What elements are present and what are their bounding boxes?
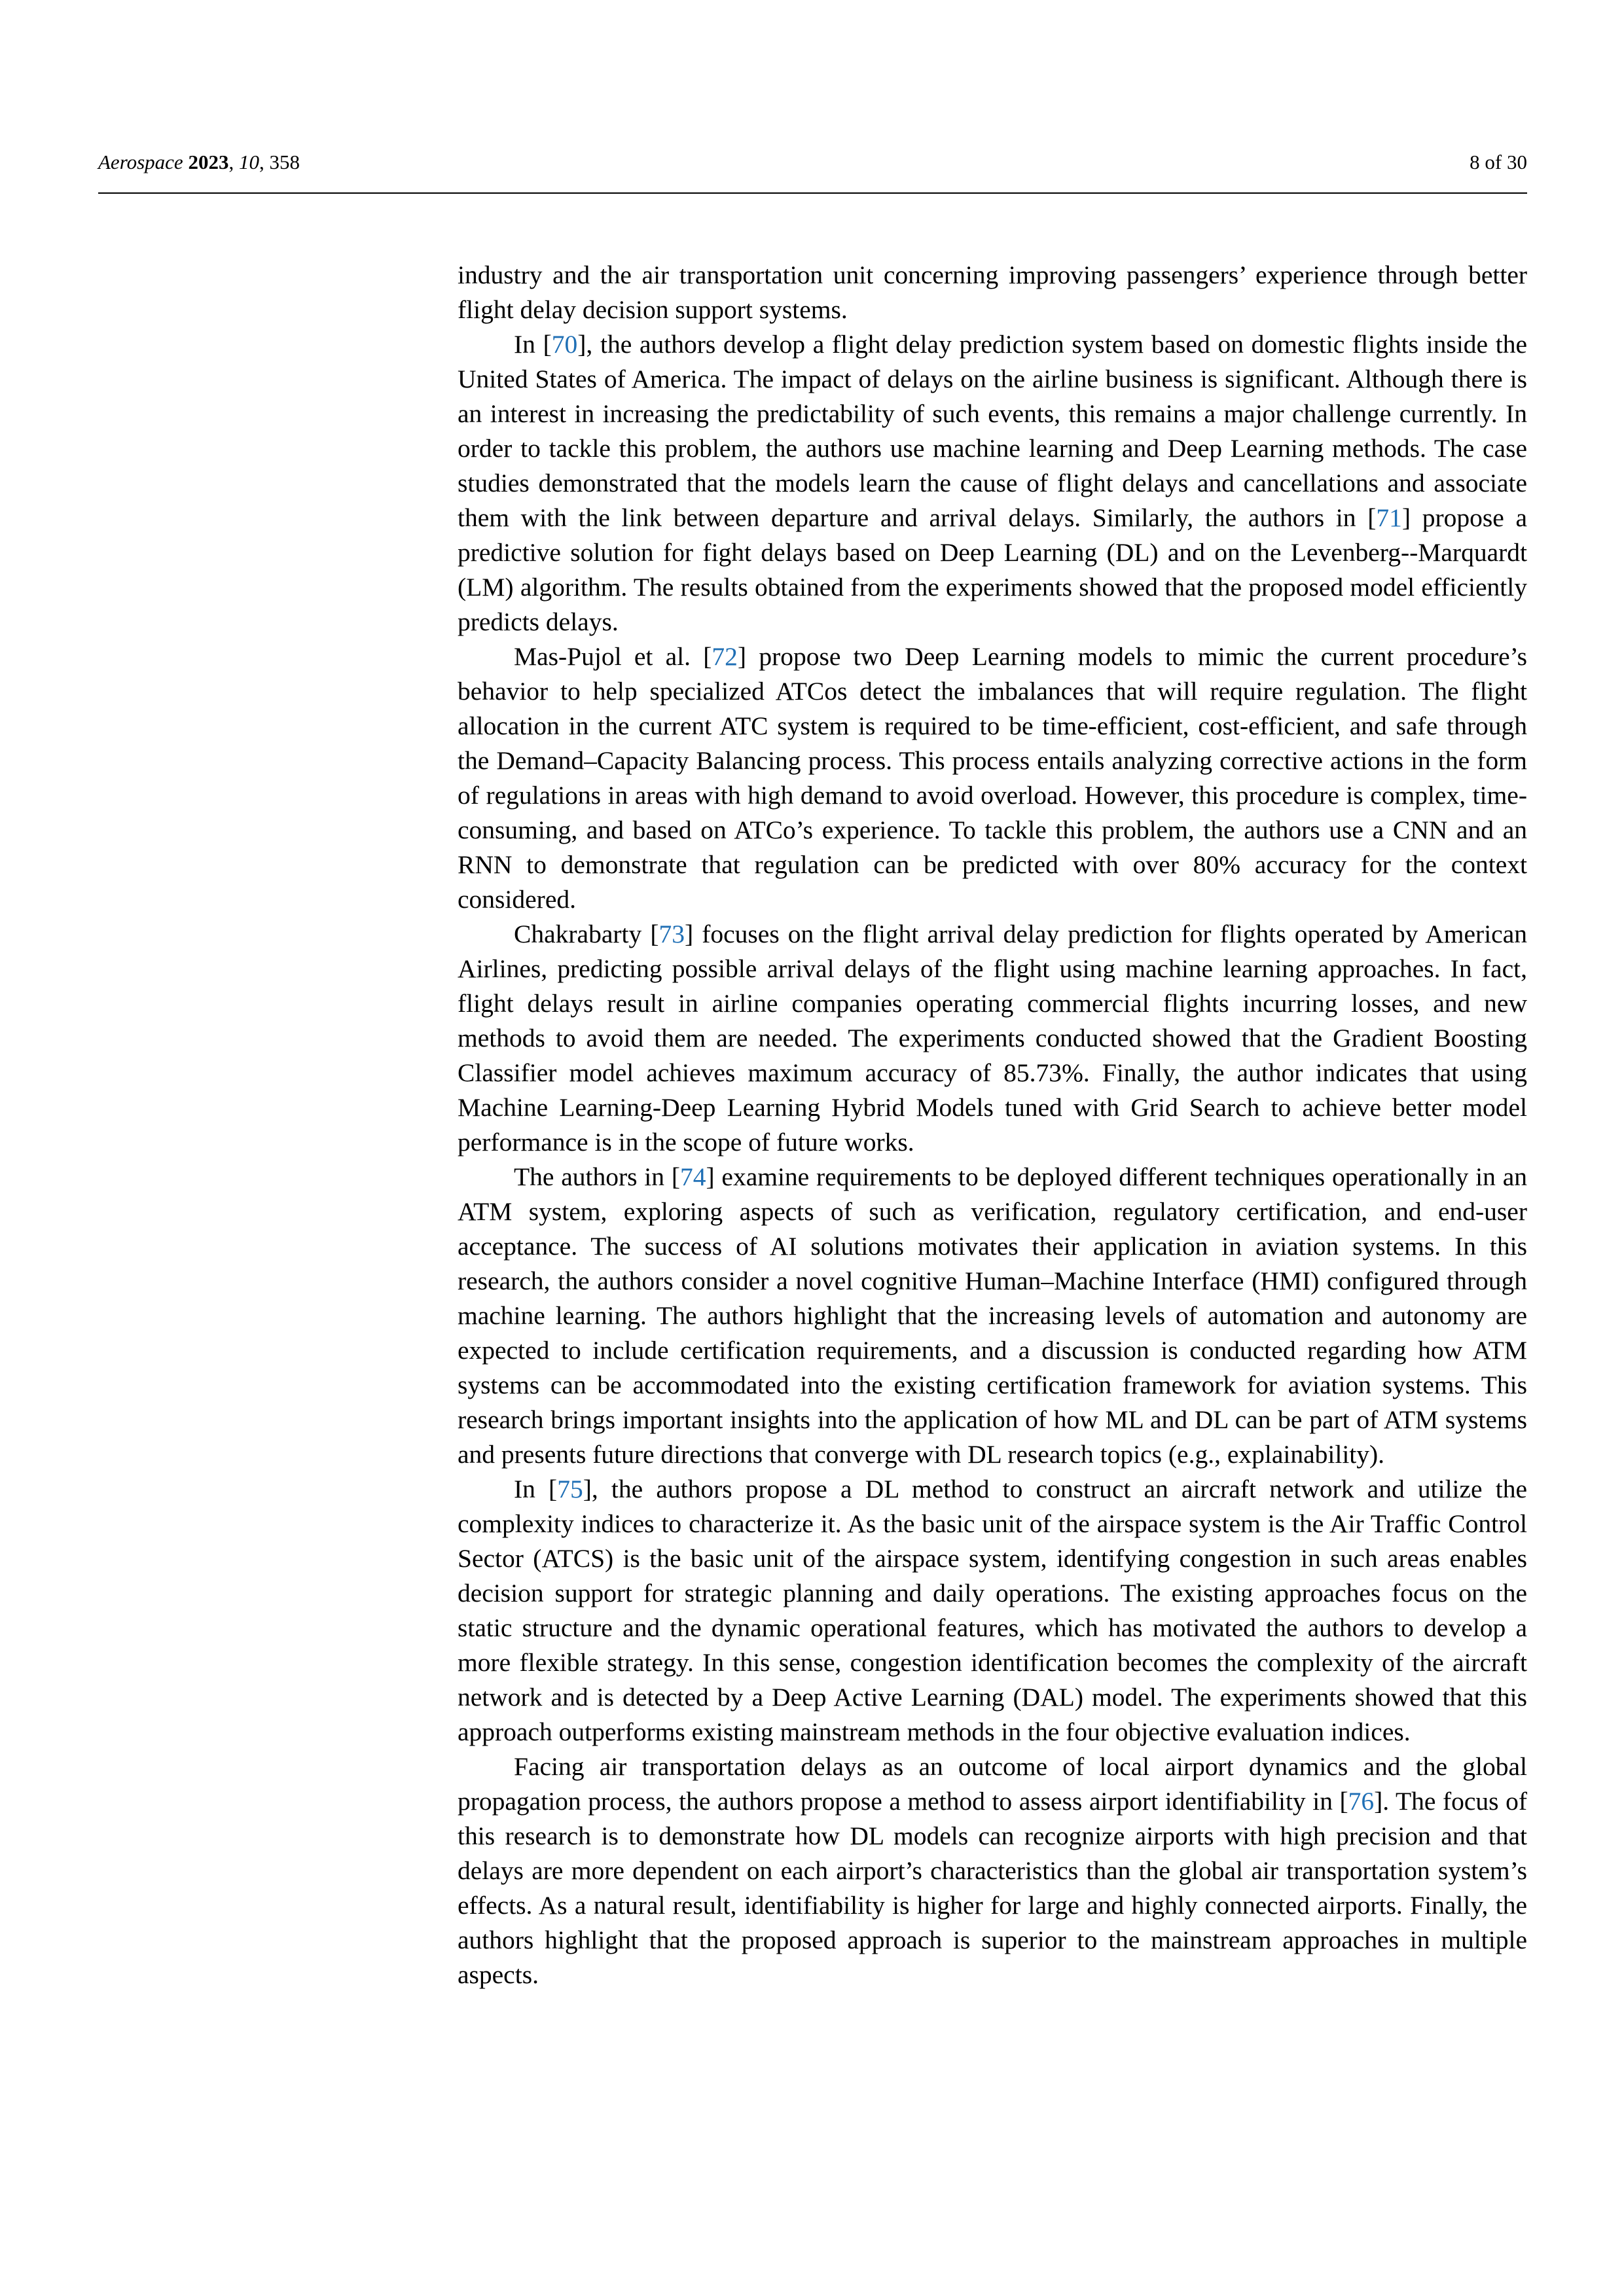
citation-link-75[interactable]: 75 — [557, 1475, 583, 1503]
paragraph-ref-76 — [458, 1749, 1527, 1992]
paragraph-text: ], the authors develop a flight delay prediction system based on domestic flights inside the United States of America. The impact of delays on the airline business is significant. Although there is an interest in increasing the predictability of such events, this remains a major challenge currently. In order to tackle this problem, the authors use machine learning and Deep Learning methods. The case studies demonstrated that the models learn the cause of flight delays and cancellations and associate them with the link between departure and arrival delays. Similarly, the authors in [ — [458, 330, 1527, 532]
paragraph-text: In [ — [514, 330, 552, 359]
paragraph-text: In [ — [514, 1475, 558, 1503]
citation-link-73[interactable]: 73 — [659, 920, 685, 948]
paragraph-text: ] propose two Deep Learning models to mimic the current procedure’s behavior to help specialized ATCos detect the imbalances that will require regulation. The flight allocation in the current ATC system is required to be time-efficient, cost-efficient, and safe through the Demand–Capacity Balancing process. This process entails analyzing corrective actions in the form of regulations in areas with high demand to avoid overload. However, this procedure is complex, time-consuming, and based on ATCo’s experience. To tackle this problem, the authors use a CNN and an RNN to demonstrate that regulation can be predicted with over 80% accuracy for the context considered. — [458, 642, 1527, 914]
citation-link-71[interactable]: 71 — [1376, 503, 1402, 532]
paragraph-text: ]. The focus of this research is to demonstrate how DL models can recognize airports with high precision and that delays are more dependent on each airport’s characteristics than the global air transportation system’s effects. As a natural result, identifiability is higher for large and highly connected airports. Finally, the authors highlight that the proposed approach is superior to the mainstream approaches in multiple aspects. — [458, 1787, 1527, 1989]
main-text-column — [458, 258, 1527, 1992]
journal-year: 2023 — [188, 151, 229, 173]
citation-link-74[interactable]: 74 — [679, 1162, 706, 1191]
journal-name: Aerospace — [98, 151, 183, 173]
paragraph-continuation: industry and the air transportation unit concerning improving passengers’ experience through better flight delay decision support systems. — [458, 260, 1527, 324]
paragraph-ref-70 — [458, 327, 1527, 639]
page-indicator: 8 of 30 — [1470, 151, 1527, 173]
paragraph-ref-74 — [458, 1160, 1527, 1472]
paragraph-text: Facing air transportation delays as an outcome of local airport dynamics and the global propagation process, the authors propose a method to assess airport identifiability in [ — [458, 1752, 1527, 1816]
paragraph-text: The authors in [ — [514, 1162, 680, 1191]
paragraph-text: ] propose a predictive solution for fight delays based on Deep Learning (DL) and on the Levenberg--Marquardt (LM) algorithm. The results obtained from the experiments showed that the proposed model efficiently predicts delays. — [458, 503, 1527, 636]
header-divider — [98, 192, 1527, 194]
citation-link-76[interactable]: 76 — [1348, 1787, 1375, 1816]
citation-link-72[interactable]: 72 — [712, 642, 738, 671]
citation-link-70[interactable]: 70 — [551, 330, 578, 359]
paragraph-text: Chakrabarty [ — [514, 920, 659, 948]
paragraph-text: ] examine requirements to be deployed different techniques operationally in an ATM system, exploring aspects of such as verification, regulatory certification, and end-user acceptance. The success of AI solutions motivates their application in aviation systems. In this research, the authors consider a novel cognitive Human–Machine Interface (HMI) configured through machine learning. The authors highlight that the increasing levels of automation and autonomy are expected to include certification requirements, and a discussion is conducted regarding how ATM systems can be accommodated into the existing certification framework for aviation systems. This research brings important insights into the application of how ML and DL can be part of ATM systems and presents future directions that converge with DL research topics (e.g., explainability). — [458, 1162, 1527, 1469]
paragraph-text: ], the authors propose a DL method to construct an aircraft network and utilize the complexity indices to characterize it. As the basic unit of the airspace system is the Air Traffic Control Sector (ATCS) is the basic unit of the airspace system, identifying congestion in such areas enables decision support for strategic planning and daily operations. The existing approaches focus on the static structure and the dynamic operational features, which has motivated the authors to develop a more flexible strategy. In this sense, congestion identification becomes the complexity of the aircraft network and is detected by a Deep Active Learning (DAL) model. The experiments showed that this approach outperforms existing mainstream methods in the four objective evaluation indices. — [458, 1475, 1527, 1746]
journal-citation: Aerospace 2023, 10, 358 — [98, 151, 300, 173]
paragraph-ref-72 — [458, 639, 1527, 917]
paragraph-text: Mas-Pujol et al. [ — [514, 642, 712, 671]
paragraph-ref-73 — [458, 917, 1527, 1160]
journal-volume: 10 — [238, 151, 259, 173]
running-header — [98, 148, 1527, 177]
paragraph-text: ] focuses on the flight arrival delay prediction for flights operated by American Airlines, predicting possible arrival delays of the flight using machine learning approaches. In fact, flight delays result in airline companies operating commercial flights incurring losses, and new methods to avoid them are needed. The experiments conducted showed that the Gradient Boosting Classifier model achieves maximum accuracy of 85.73%. Finally, the author indicates that using Machine Learning-Deep Learning Hybrid Models tuned with Grid Search to achieve better model performance is in the scope of future works. — [458, 920, 1527, 1157]
paragraph-ref-75 — [458, 1472, 1527, 1749]
article-number: 358 — [269, 151, 300, 173]
